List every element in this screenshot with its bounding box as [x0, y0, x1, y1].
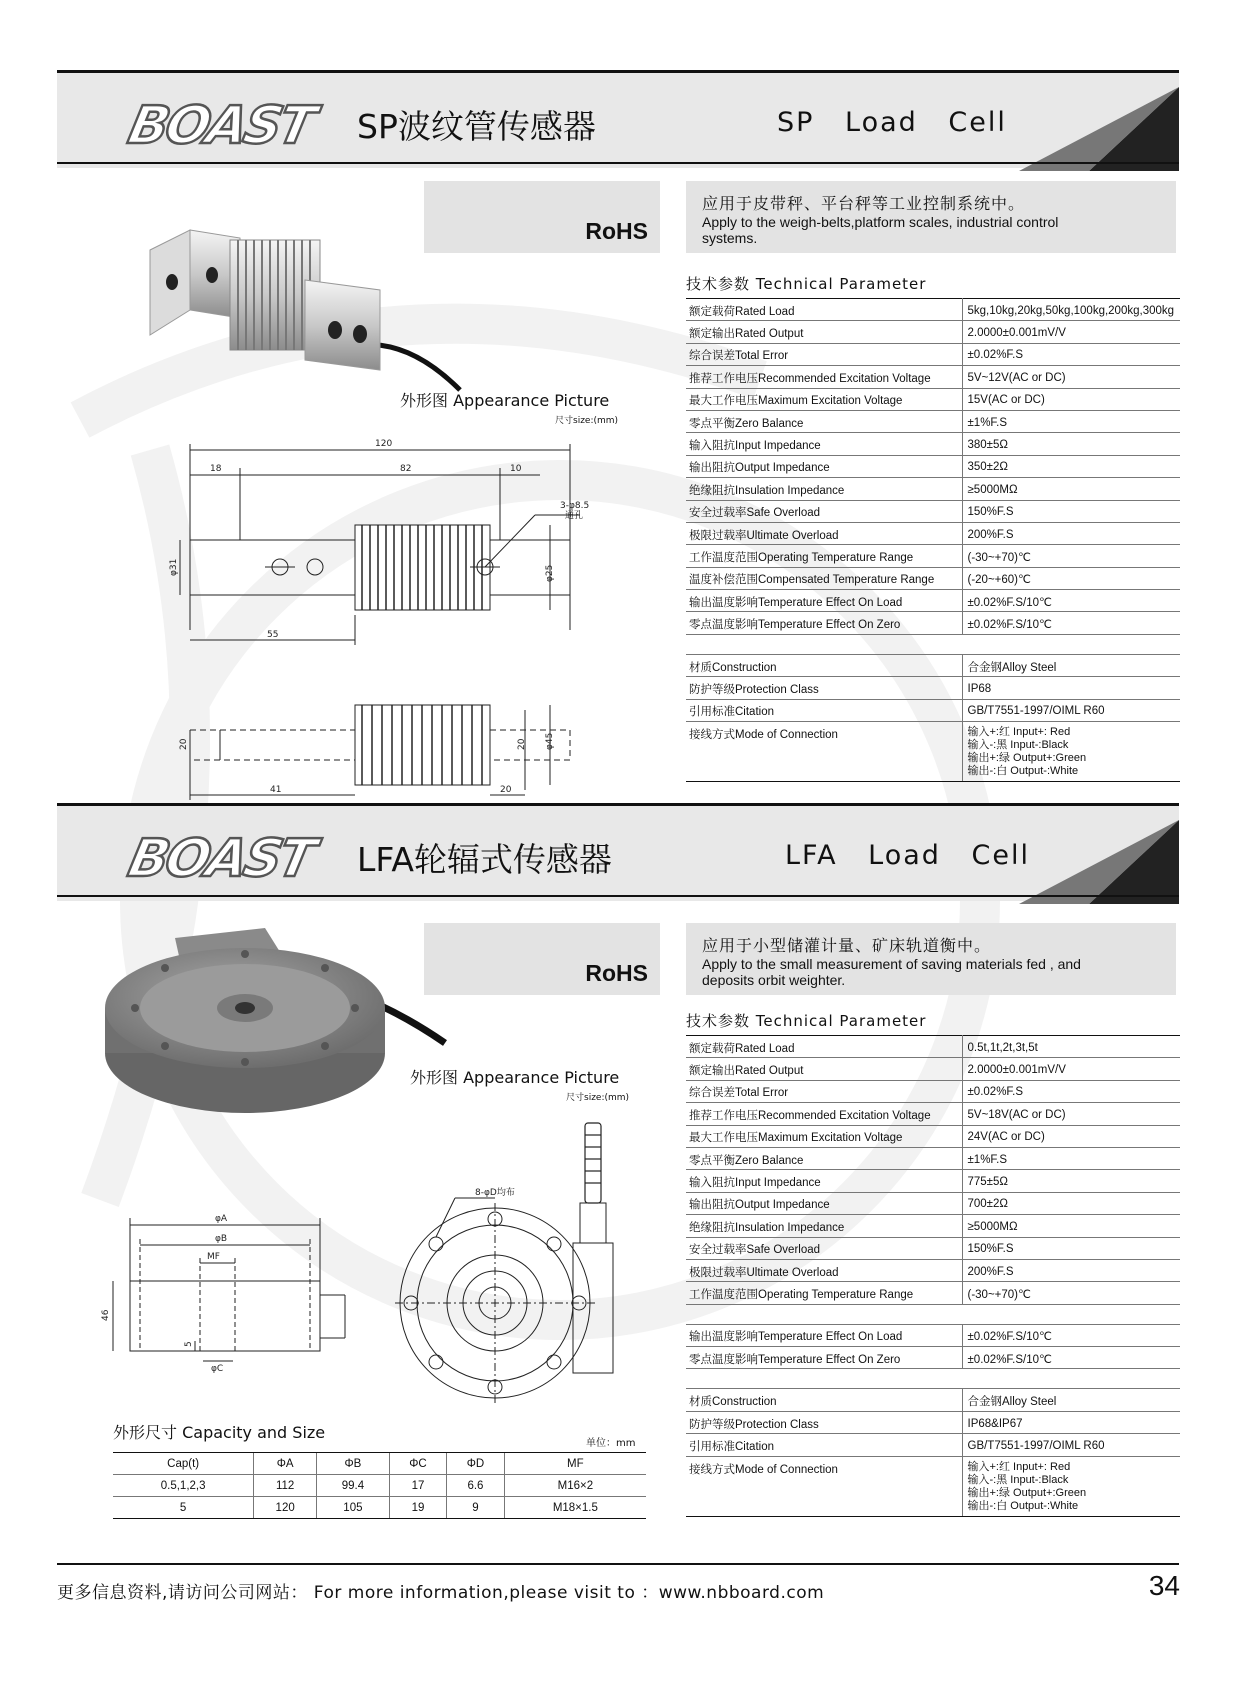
sp-title-cn: SP波纹管传感器: [357, 107, 596, 146]
connection-key: 接线方式Mode of Connection: [686, 722, 962, 782]
param-row: [686, 1215, 1180, 1237]
capacity-header-cell: Cap(t): [113, 1453, 254, 1475]
sp-title-en: SP Load Cell: [777, 107, 1007, 138]
param-value: 150%F.S: [962, 500, 1180, 522]
param-value: ±0.02%F.S/10℃: [962, 590, 1180, 612]
param-key: 安全过载率Safe Overload: [686, 500, 962, 522]
param-key: 输入阻抗Input Impedance: [686, 433, 962, 455]
param-value: 380±5Ω: [962, 433, 1180, 455]
param-key: 材质Construction: [686, 654, 962, 676]
param-row: [686, 1080, 1180, 1102]
param-key: 零点平衡Zero Balance: [686, 410, 962, 432]
capacity-cell: 19: [389, 1497, 446, 1519]
param-key: 防护等级Protection Class: [686, 677, 962, 699]
connection-value: [962, 722, 1180, 782]
dim-20-bottom: 20: [500, 785, 512, 795]
capacity-row: [113, 1497, 646, 1519]
param-row: [686, 478, 1180, 500]
param-key: 推荐工作电压Recommended Excitation Voltage: [686, 366, 962, 388]
param-value: ≥5000MΩ: [962, 1215, 1180, 1237]
param-spacer-row: [686, 1304, 1180, 1324]
dim-41: 41: [270, 785, 282, 795]
capacity-cell: 6.6: [447, 1475, 504, 1497]
param-key: 工作温度范围Operating Temperature Range: [686, 1282, 962, 1304]
param-row: [686, 1125, 1180, 1147]
param-value: 200%F.S: [962, 1259, 1180, 1281]
page-number: 34: [1148, 1570, 1180, 1601]
param-row: [686, 590, 1180, 612]
footer-text: 更多信息资料,请访问公司网站： For more information,please visit to ：www.nbboard.com: [57, 1583, 825, 1603]
param-value: 350±2Ω: [962, 455, 1180, 477]
capacity-title: 外形尺寸 Capacity and Size: [113, 1423, 326, 1442]
lfa-side-drawing: [95, 1203, 365, 1373]
param-key: 极限过载率Ultimate Overload: [686, 1259, 962, 1281]
param-value: 2.0000±0.001mV/V: [962, 321, 1180, 343]
param-key: 额定输出Rated Output: [686, 321, 962, 343]
dim-phiC: φC: [211, 1364, 224, 1374]
param-key: 输入阻抗Input Impedance: [686, 1170, 962, 1192]
dim-55: 55: [267, 630, 279, 640]
sp-tech-param-title: 技术参数 Technical Parameter: [686, 275, 927, 293]
param-value: 15V(AC or DC): [962, 388, 1180, 410]
dim-MF: MF: [207, 1252, 220, 1262]
capacity-header-cell: MF: [504, 1453, 646, 1475]
param-key: 安全过载率Safe Overload: [686, 1237, 962, 1259]
connection-row: [686, 722, 1180, 782]
lfa-application-en-2: deposits orbit weighter.: [702, 972, 846, 988]
capacity-cell: 9: [447, 1497, 504, 1519]
param-value: (-30~+70)℃: [962, 545, 1180, 567]
dim-18: 18: [210, 464, 222, 474]
param-value: ±0.02%F.S/10℃: [962, 1347, 1180, 1369]
dim-holes: 8-φD均布: [475, 1188, 515, 1198]
param-key: 输出阻抗Output Impedance: [686, 1192, 962, 1214]
param-key: 绝缘阻抗Insulation Impedance: [686, 1215, 962, 1237]
connection-line: 输入-:黑 Input-:Black: [967, 739, 1069, 752]
param-key: 引用标准Citation: [686, 1434, 962, 1456]
header-black-wedge: [979, 87, 1179, 171]
param-row: [686, 1324, 1180, 1346]
param-key: 零点温度影响Temperature Effect On Zero: [686, 612, 962, 634]
svg-text:BOAST: BOAST: [123, 828, 319, 889]
param-row: [686, 522, 1180, 544]
sp-application-cn: 应用于皮带秤、平台秤等工业控制系统中。: [702, 194, 1026, 213]
dim-phi31: φ31: [169, 558, 179, 576]
capacity-header-row: [113, 1453, 646, 1475]
param-row: [686, 1282, 1180, 1304]
param-value: GB/T7551-1997/OIML R60: [962, 699, 1180, 721]
param-key: 零点平衡Zero Balance: [686, 1147, 962, 1169]
lfa-application-en-1: Apply to the small measurement of saving materials fed , and: [702, 956, 1081, 972]
param-key: 输出温度影响Temperature Effect On Load: [686, 590, 962, 612]
param-value: GB/T7551-1997/OIML R60: [962, 1434, 1180, 1456]
param-value: 200%F.S: [962, 522, 1180, 544]
param-spacer-row: [686, 1369, 1180, 1389]
sp-load-cell-photo: [130, 210, 470, 410]
dim-phi25: φ25: [545, 564, 555, 582]
connection-line: 输出+:绿 Output+:Green: [967, 1486, 1087, 1499]
capacity-cell: 0.5,1,2,3: [113, 1475, 254, 1497]
param-value: IP68: [962, 677, 1180, 699]
lfa-application-cn: 应用于小型储灌计量、矿床轨道衡中。: [702, 936, 992, 955]
param-row: [686, 500, 1180, 522]
sp-section: [0, 70, 1240, 810]
param-value: 775±5Ω: [962, 1170, 1180, 1192]
capacity-header-cell: ΦC: [389, 1453, 446, 1475]
param-row: [686, 455, 1180, 477]
sp-application-en-1: Apply to the weigh-belts,platform scales, industrial control: [702, 214, 1059, 230]
boast-logo: [123, 824, 319, 889]
lfa-appearance-label: 外形图 Appearance Picture: [410, 1068, 620, 1087]
param-row: [686, 343, 1180, 365]
param-value: 0.5t,1t,2t,3t,5t: [962, 1036, 1180, 1058]
param-value: 700±2Ω: [962, 1192, 1180, 1214]
capacity-header-cell: ΦA: [254, 1453, 317, 1475]
param-row: [686, 545, 1180, 567]
lfa-application-box: [686, 923, 1176, 995]
dim-20-left: 20: [179, 738, 189, 750]
param-row: [686, 699, 1180, 721]
param-value: ≥5000MΩ: [962, 478, 1180, 500]
sp-appearance-label: 外形图 Appearance Picture: [400, 391, 610, 410]
param-value: 5V~12V(AC or DC): [962, 366, 1180, 388]
param-key: 材质Construction: [686, 1389, 962, 1411]
param-value: 5V~18V(AC or DC): [962, 1103, 1180, 1125]
param-value: (-30~+70)℃: [962, 1282, 1180, 1304]
capacity-unit: 单位：mm: [586, 1438, 636, 1449]
param-key: 推荐工作电压Recommended Excitation Voltage: [686, 1103, 962, 1125]
param-row: [686, 1411, 1180, 1433]
lfa-header: [57, 803, 1179, 901]
param-value: ±0.02%F.S/10℃: [962, 1324, 1180, 1346]
param-key: 温度补偿范围Compensated Temperature Range: [686, 567, 962, 589]
param-row: [686, 1434, 1180, 1456]
param-spacer: [686, 1304, 1180, 1324]
param-row: [686, 1237, 1180, 1259]
param-row: [686, 1058, 1180, 1080]
sp-param-table: [686, 298, 1180, 782]
dim-hole-through: 通孔: [565, 511, 584, 521]
capacity-header-cell: ΦB: [317, 1453, 390, 1475]
param-row: [686, 1103, 1180, 1125]
param-key: 极限过载率Ultimate Overload: [686, 522, 962, 544]
capacity-cell: M16×2: [504, 1475, 646, 1497]
capacity-header-cell: ΦD: [447, 1453, 504, 1475]
param-row: [686, 388, 1180, 410]
param-value: ±0.02%F.S: [962, 343, 1180, 365]
param-row: [686, 299, 1180, 321]
param-row: [686, 1036, 1180, 1058]
param-row: [686, 654, 1180, 676]
param-row: [686, 1389, 1180, 1411]
lfa-load-cell-photo: [105, 928, 455, 1118]
dim-46: 46: [101, 1309, 111, 1321]
param-key: 防护等级Protection Class: [686, 1411, 962, 1433]
rohs-label: RoHS: [585, 960, 648, 986]
capacity-cell: 105: [317, 1497, 390, 1519]
param-row: [686, 1170, 1180, 1192]
param-value: 合金钢Alloy Steel: [962, 1389, 1180, 1411]
param-value: 5kg,10kg,20kg,50kg,100kg,200kg,300kg: [962, 299, 1180, 321]
connection-line: 输入+:红 Input+: Red: [967, 726, 1071, 739]
boast-logo: [123, 91, 319, 156]
connection-line: 输出-:白 Output-:White: [967, 1499, 1079, 1512]
param-key: 最大工作电压Maximum Excitation Voltage: [686, 1125, 962, 1147]
dim-82: 82: [400, 464, 412, 474]
param-key: 额定载荷Rated Load: [686, 1036, 962, 1058]
connection-line: 输入-:黑 Input-:Black: [967, 1473, 1069, 1486]
param-row: [686, 677, 1180, 699]
param-key: 额定输出Rated Output: [686, 1058, 962, 1080]
param-value: ±1%F.S: [962, 1147, 1180, 1169]
param-row: [686, 1347, 1180, 1369]
param-key: 工作温度范围Operating Temperature Range: [686, 545, 962, 567]
capacity-cell: 112: [254, 1475, 317, 1497]
sp-dimension-drawing: [170, 430, 610, 810]
lfa-header-rule: [57, 895, 1179, 897]
capacity-cell: 99.4: [317, 1475, 390, 1497]
sp-header-rule: [57, 162, 1179, 164]
param-row: [686, 433, 1180, 455]
param-row: [686, 1147, 1180, 1169]
param-spacer: [686, 1369, 1180, 1389]
param-value: ±0.02%F.S: [962, 1080, 1180, 1102]
svg-text:BOAST: BOAST: [123, 95, 319, 156]
sp-size-note: 尺寸size:(mm): [555, 416, 619, 426]
param-row: [686, 1259, 1180, 1281]
param-key: 零点温度影响Temperature Effect On Zero: [686, 1347, 962, 1369]
lfa-param-table: [686, 1035, 1180, 1517]
param-value: IP68&IP67: [962, 1411, 1180, 1433]
capacity-cell: 5: [113, 1497, 254, 1519]
rohs-label: RoHS: [585, 218, 648, 244]
param-key: 综合误差Total Error: [686, 1080, 962, 1102]
param-value: 2.0000±0.001mV/V: [962, 1058, 1180, 1080]
param-key: 输出阻抗Output Impedance: [686, 455, 962, 477]
capacity-cell: 120: [254, 1497, 317, 1519]
lfa-tech-param-title: 技术参数 Technical Parameter: [686, 1012, 927, 1030]
dim-phiB: φB: [215, 1234, 228, 1244]
connection-line: 输出-:白 Output-:White: [967, 765, 1079, 778]
lfa-title-cn: LFA轮辐式传感器: [357, 840, 612, 879]
dim-10: 10: [510, 464, 522, 474]
param-row: [686, 567, 1180, 589]
param-key: 绝缘阻抗Insulation Impedance: [686, 478, 962, 500]
dim-5: 5: [184, 1341, 194, 1347]
param-row: [686, 321, 1180, 343]
param-value: ±1%F.S: [962, 410, 1180, 432]
capacity-table: [113, 1452, 646, 1519]
param-key: 综合误差Total Error: [686, 343, 962, 365]
dim-20-right: 20: [517, 738, 527, 750]
connection-value: [962, 1456, 1180, 1516]
lfa-top-drawing: [395, 1113, 645, 1413]
sp-header: [57, 70, 1179, 168]
param-row: [686, 410, 1180, 432]
param-key: 引用标准Citation: [686, 699, 962, 721]
lfa-size-note: 尺寸size:(mm): [566, 1093, 630, 1103]
sp-application-en-2: systems.: [702, 230, 758, 246]
capacity-cell: M18×1.5: [504, 1497, 646, 1519]
param-key: 额定载荷Rated Load: [686, 299, 962, 321]
param-value: 150%F.S: [962, 1237, 1180, 1259]
param-value: (-20~+60)℃: [962, 567, 1180, 589]
param-spacer: [686, 634, 1180, 654]
dim-hole: 3-φ8.5: [560, 501, 590, 511]
capacity-cell: 17: [389, 1475, 446, 1497]
param-key: 输出温度影响Temperature Effect On Load: [686, 1324, 962, 1346]
param-key: 最大工作电压Maximum Excitation Voltage: [686, 388, 962, 410]
footer-rule: [57, 1563, 1179, 1565]
param-row: [686, 1192, 1180, 1214]
param-spacer-row: [686, 634, 1180, 654]
connection-row: [686, 1456, 1180, 1516]
dim-120: 120: [375, 439, 393, 449]
param-row: [686, 612, 1180, 634]
dim-phiA: φA: [215, 1214, 228, 1224]
param-value: ±0.02%F.S/10℃: [962, 612, 1180, 634]
param-value: 24V(AC or DC): [962, 1125, 1180, 1147]
lfa-rohs-box: [424, 923, 660, 995]
param-value: 合金钢Alloy Steel: [962, 654, 1180, 676]
dim-phi45: φ45: [545, 732, 555, 750]
capacity-row: [113, 1475, 646, 1497]
sp-application-box: [686, 181, 1176, 253]
connection-line: 输出+:绿 Output+:Green: [967, 752, 1087, 765]
param-row: [686, 366, 1180, 388]
connection-key: 接线方式Mode of Connection: [686, 1456, 962, 1516]
lfa-title-en: LFA Load Cell: [785, 840, 1030, 871]
connection-line: 输入+:红 Input+: Red: [967, 1460, 1071, 1473]
